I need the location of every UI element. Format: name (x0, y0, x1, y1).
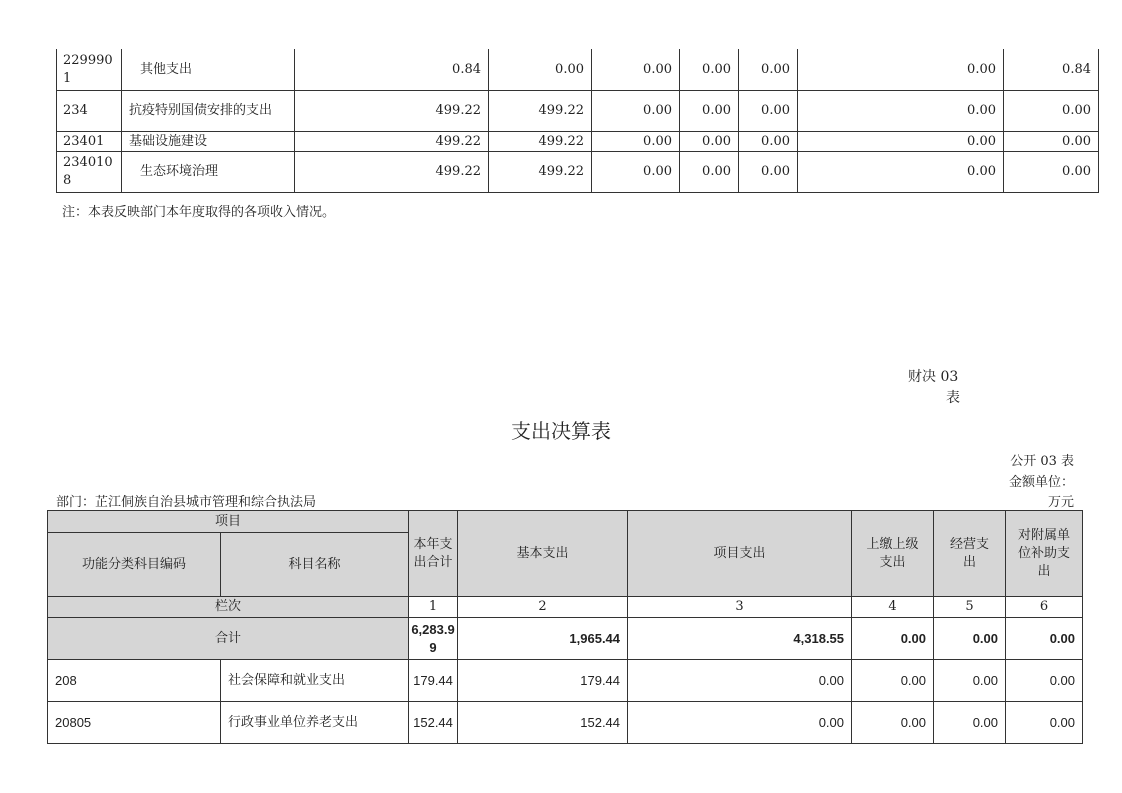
value-cell: 1,965.44 (458, 618, 628, 660)
subject-code: 2299901 (57, 50, 122, 91)
column-index: 2 (458, 597, 628, 618)
subject-code: 234 (57, 91, 122, 132)
unit-label: 金额单位： (1008, 475, 1074, 490)
basic-header: 基本支出 (458, 511, 628, 597)
value-cell: 179.44 (409, 660, 458, 702)
table-row (57, 152, 1099, 193)
expenditure-table (47, 510, 1083, 744)
page-title: 支出决算表 (511, 419, 611, 443)
table-row (48, 660, 1083, 702)
subject-name: 社会保障和就业支出 (221, 660, 409, 702)
public-code: 公开 03 表 (1010, 454, 1074, 469)
value-cell: 0.00 (739, 152, 798, 193)
value-cell: 0.00 (592, 132, 680, 152)
upper-header: 上缴上级支出 (852, 511, 934, 597)
value-cell: 0.00 (1004, 152, 1099, 193)
table-row (57, 132, 1099, 152)
column-index: 1 (409, 597, 458, 618)
value-cell: 0.00 (852, 702, 934, 744)
value-cell: 0.00 (1004, 132, 1099, 152)
subject-name: 基础设施建设 (122, 132, 295, 152)
project-header: 项目 (48, 511, 409, 533)
value-cell: 0.00 (592, 152, 680, 193)
subject-code: 20805 (48, 702, 221, 744)
subject-name: 生态环境治理 (122, 152, 295, 193)
value-cell: 499.22 (489, 132, 592, 152)
value-cell: 0.00 (1006, 702, 1083, 744)
value-cell: 0.00 (1006, 618, 1083, 660)
value-cell: 0.00 (1006, 660, 1083, 702)
column-index: 3 (628, 597, 852, 618)
value-cell: 0.84 (1004, 50, 1099, 91)
project-expense-header: 项目支出 (628, 511, 852, 597)
value-cell: 0.84 (295, 50, 489, 91)
value-cell: 0.00 (852, 618, 934, 660)
value-cell: 152.44 (458, 702, 628, 744)
subject-code: 23401 (57, 132, 122, 152)
value-cell: 0.00 (739, 50, 798, 91)
value-cell: 0.00 (1004, 91, 1099, 132)
form-code-suffix: 表 (946, 390, 960, 406)
value-cell: 0.00 (798, 152, 1004, 193)
total-row (48, 618, 1083, 660)
value-cell: 0.00 (680, 50, 739, 91)
value-cell: 152.44 (409, 702, 458, 744)
value-cell: 499.22 (295, 91, 489, 132)
value-cell: 0.00 (739, 91, 798, 132)
column-index: 5 (934, 597, 1006, 618)
operating-header: 经营支出 (934, 511, 1006, 597)
value-cell: 0.00 (934, 660, 1006, 702)
table-row (48, 702, 1083, 744)
value-cell: 0.00 (489, 50, 592, 91)
value-cell: 6,283.99 (409, 618, 458, 660)
value-cell: 0.00 (798, 91, 1004, 132)
value-cell: 0.00 (680, 152, 739, 193)
value-cell: 0.00 (628, 702, 852, 744)
value-cell: 0.00 (852, 660, 934, 702)
income-table-continuation (56, 49, 1099, 193)
subject-name: 抗疫特别国债安排的支出 (122, 91, 295, 132)
subject-code: 2340108 (57, 152, 122, 193)
value-cell: 0.00 (739, 132, 798, 152)
value-cell: 499.22 (489, 152, 592, 193)
value-cell: 0.00 (798, 50, 1004, 91)
value-cell: 0.00 (680, 132, 739, 152)
value-cell: 0.00 (798, 132, 1004, 152)
column-index-label: 栏次 (48, 597, 409, 618)
total-label: 合计 (48, 618, 409, 660)
value-cell: 499.22 (295, 132, 489, 152)
unit-value: 万元 (1047, 495, 1074, 510)
column-index: 4 (852, 597, 934, 618)
value-cell: 0.00 (934, 618, 1006, 660)
value-cell: 0.00 (934, 702, 1006, 744)
department-label: 部门：芷江侗族自治县城市管理和综合执法局 (56, 495, 317, 510)
value-cell: 0.00 (628, 660, 852, 702)
value-cell: 499.22 (489, 91, 592, 132)
func-code-header: 功能分类科目编码 (48, 533, 221, 597)
table-row (57, 91, 1099, 132)
subject-code: 208 (48, 660, 221, 702)
total-header: 本年支出合计 (409, 511, 458, 597)
value-cell: 4,318.55 (628, 618, 852, 660)
table-row (57, 50, 1099, 91)
subsidy-header: 对附属单位补助支出 (1006, 511, 1083, 597)
subject-name-header: 科目名称 (221, 533, 409, 597)
column-index: 6 (1006, 597, 1083, 618)
subject-name: 行政事业单位养老支出 (221, 702, 409, 744)
subject-name: 其他支出 (122, 50, 295, 91)
value-cell: 179.44 (458, 660, 628, 702)
value-cell: 0.00 (680, 91, 739, 132)
table-note: 注：本表反映部门本年度取得的各项收入情况。 (62, 205, 336, 220)
form-code: 财决 03 (908, 369, 959, 385)
value-cell: 0.00 (592, 91, 680, 132)
value-cell: 499.22 (295, 152, 489, 193)
value-cell: 0.00 (592, 50, 680, 91)
